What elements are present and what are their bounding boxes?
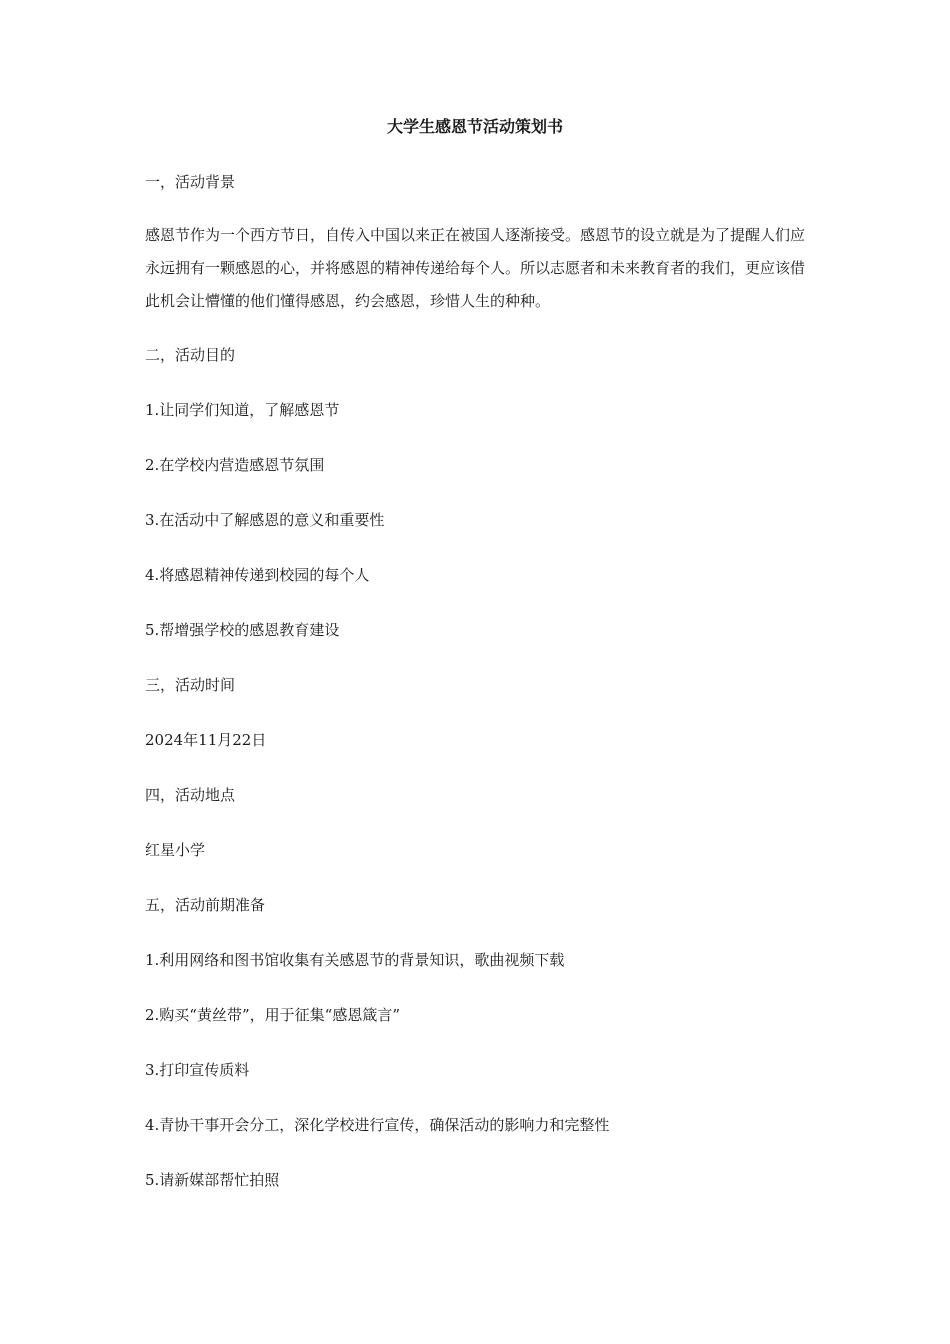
section-heading-preparation: 五，活动前期准备	[145, 896, 266, 914]
section-heading-time: 三，活动时间	[145, 676, 236, 694]
preparation-item: 5.请新媒部帮忙拍照	[145, 1171, 280, 1189]
preparation-item: 1.利用网络和图书馆收集有关感恩节的背景知识，歌曲视频下载	[145, 951, 565, 969]
purpose-item: 4.将感恩精神传递到校园的每个人	[145, 566, 370, 584]
background-paragraph: 感恩节作为一个西方节日，自传入中国以来正在被国人逐渐接受。感恩节的设立就是为了提醒人们应永远拥有一颗感恩的心，并将感恩的精神传递给每个人。所以志愿者和未来教育者的我们，更应该借此机会让懵懂的他们懂得感恩，约会感恩，珍惜人生的种种。	[145, 226, 806, 310]
purpose-item: 1.让同学们知道，了解感恩节	[145, 401, 340, 419]
preparation-item: 3.打印宣传质料	[145, 1061, 250, 1079]
activity-date: 2024年11月22日	[145, 731, 267, 749]
document-title: 大学生感恩节活动策划书	[386, 117, 563, 136]
purpose-item: 3.在活动中了解感恩的意义和重要性	[145, 511, 385, 529]
activity-location: 红星小学	[145, 841, 206, 859]
section-heading-purpose: 二，活动目的	[145, 346, 236, 364]
section-heading-background: 一，活动背景	[145, 173, 236, 191]
preparation-item: 4.青协干事开会分工，深化学校进行宣传，确保活动的影响力和完整性	[145, 1116, 610, 1134]
section-heading-location: 四，活动地点	[145, 786, 236, 804]
purpose-item: 5.帮增强学校的感恩教育建设	[145, 621, 340, 639]
preparation-item: 2.购买“黄丝带”，用于征集“感恩箴言”	[145, 1006, 400, 1024]
purpose-item: 2.在学校内营造感恩节氛围	[145, 456, 325, 474]
